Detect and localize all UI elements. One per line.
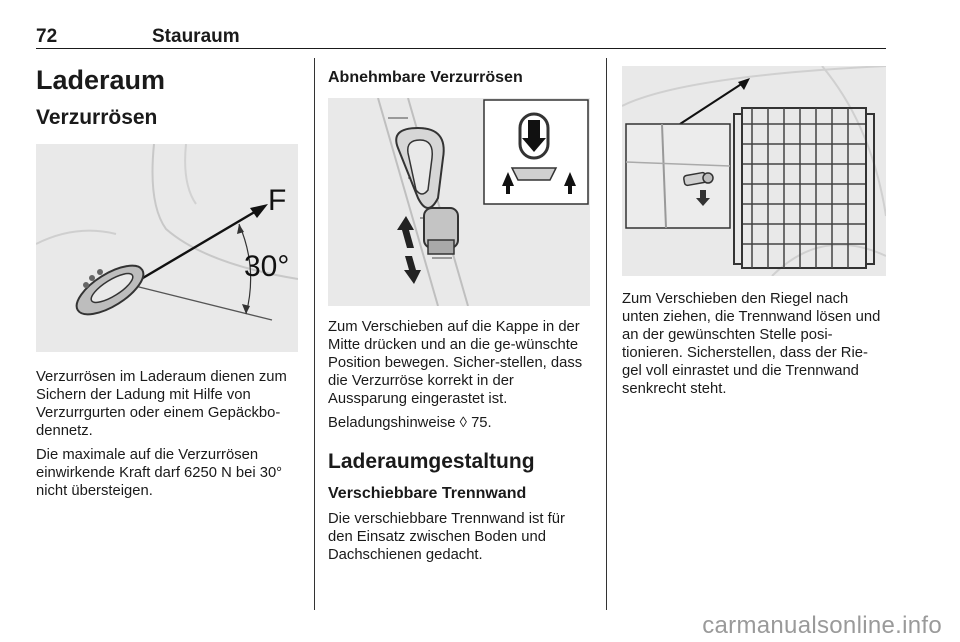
section-title-large: Laderaumgestaltung (328, 450, 535, 473)
cross-reference[interactable] (328, 414, 590, 432)
watermark: carmanualsonline.info (702, 612, 942, 639)
reference-icon: ◊ (459, 415, 467, 431)
removable-tie-down-figure (328, 98, 590, 306)
tie-down-ring-figure (36, 144, 298, 352)
section-title: Stauraum (152, 26, 240, 47)
sub-heading: Verschiebbare Trennwand (328, 485, 527, 502)
chapter-title: Laderaum (36, 65, 166, 95)
column-2 (328, 60, 590, 570)
reference-text: Beladungshinweise (328, 415, 456, 431)
section-heading: Abnehmbare Verzurrösen (328, 69, 523, 86)
paragraph: Verzurrösen im Laderaum dienen zum Sichern der Ladung mit Hilfe von Verzurrgurten oder einem Gepäckbo-dennetz. (36, 369, 287, 439)
column-divider (314, 58, 315, 610)
paragraph: Die maximale auf die Verzurrösen einwirkende Kraft darf 6250 N bei 30° nicht übersteigen. (36, 447, 283, 499)
column-1 (36, 60, 298, 506)
paragraph: Die verschiebbare Trennwand ist für den Einsatz zwischen Boden und Dachschienen gedacht. (328, 511, 565, 563)
column-divider (606, 58, 607, 610)
paragraph: Zum Verschieben auf die Kappe in der Mitte drücken und an die ge-wünschte Position bewegen. Sicher-stellen, dass die Verzurröse korrekt in der Aussparung eingerastet ist. (328, 319, 583, 407)
column-3 (622, 60, 886, 404)
angle-label: 30° (244, 250, 290, 283)
page-number: 72 (36, 26, 58, 47)
partition-net-figure (622, 66, 886, 276)
force-label: F (268, 184, 287, 217)
subtitle: Verzurrösen (36, 106, 158, 129)
reference-page: 75. (471, 415, 492, 431)
paragraph: Zum Verschieben den Riegel nach unten ziehen, die Trennwand lösen und an der gewünschten Stelle posi-tionieren. Sicherstellen, dass der Rie-gel voll einrastet und die Trennwand senkrecht steht. (622, 291, 881, 397)
page-header (36, 26, 886, 49)
